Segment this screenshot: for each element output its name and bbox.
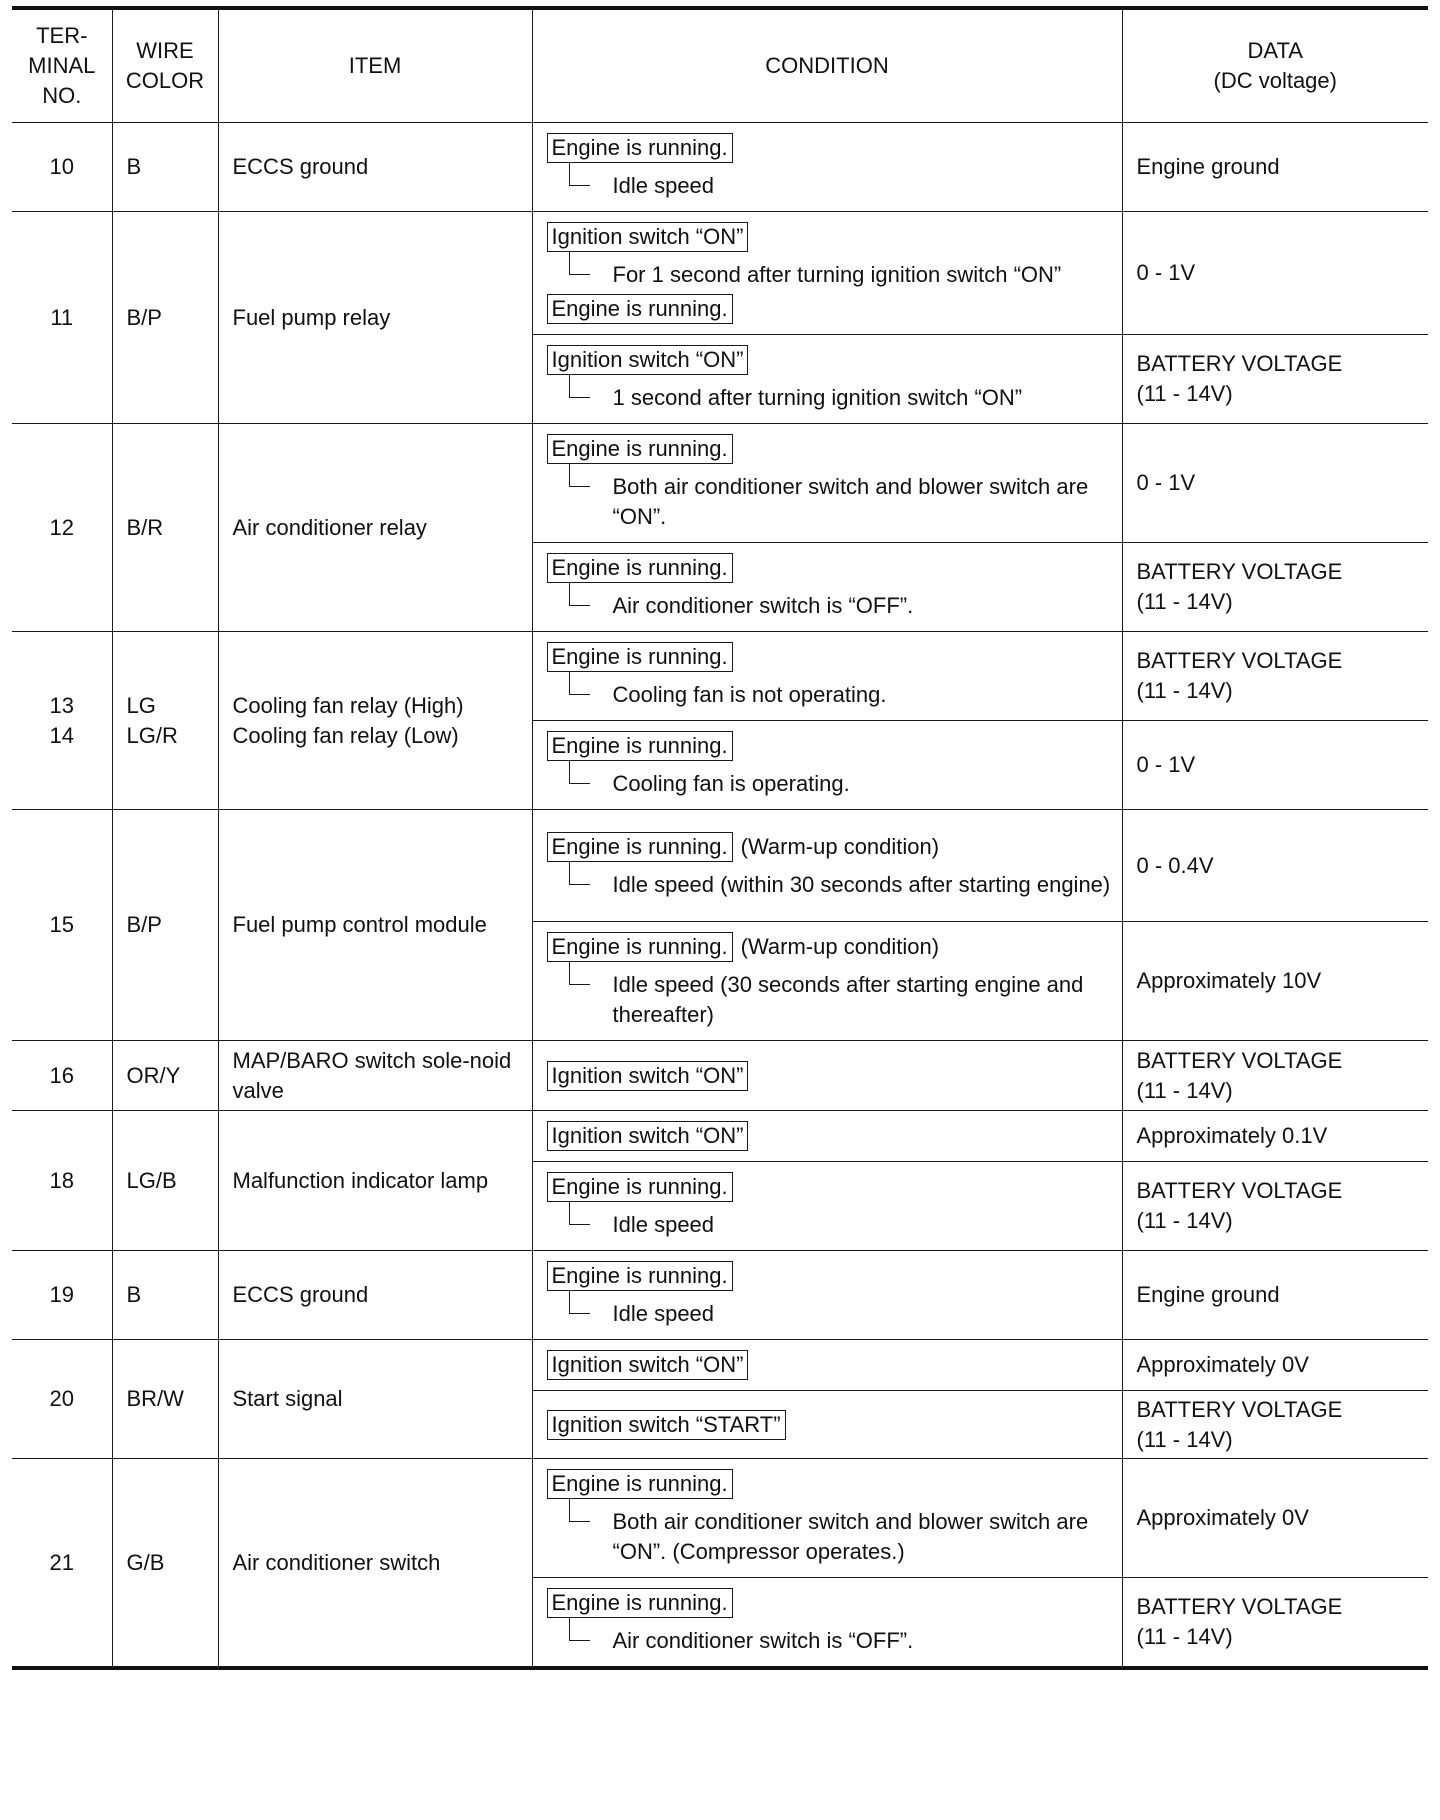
data-value-line: Engine ground bbox=[1136, 154, 1280, 179]
header-data-line: DATA bbox=[1247, 38, 1303, 63]
condition-cell bbox=[532, 543, 1122, 632]
condition-cell bbox=[532, 1251, 1122, 1340]
terminal-no-line: 10 bbox=[49, 154, 74, 179]
condition-detail: Both air conditioner switch and blower switch are “ON”. (Compressor operates.) bbox=[569, 1507, 1112, 1567]
table-row bbox=[12, 1340, 1428, 1391]
terminal-no-line: 12 bbox=[49, 514, 74, 540]
data-value bbox=[1122, 335, 1428, 424]
condition-box: Engine is running. bbox=[547, 1469, 733, 1499]
wire-color bbox=[112, 1251, 218, 1340]
condition-detail: Idle speed (within 30 seconds after starting engine) bbox=[569, 870, 1112, 900]
condition-detail: Idle speed bbox=[569, 1210, 1112, 1240]
condition-head-row bbox=[547, 1261, 1112, 1291]
condition-head-row bbox=[547, 434, 1112, 464]
condition-head-row bbox=[547, 1350, 1112, 1380]
condition-cell bbox=[532, 335, 1122, 424]
condition-cell bbox=[532, 1340, 1122, 1391]
condition-box: Engine is running. bbox=[547, 553, 733, 583]
terminal-no-line: 21 bbox=[49, 1549, 74, 1575]
condition-box: Engine is running. bbox=[547, 434, 733, 464]
data-value-line: BATTERY VOLTAGE bbox=[1136, 1178, 1343, 1203]
data-value-line: (11 - 14V) bbox=[1136, 589, 1233, 614]
item-name: Start signal bbox=[218, 1340, 532, 1459]
terminal-no bbox=[12, 424, 112, 632]
terminal-no bbox=[12, 1111, 112, 1251]
item-name-line: Cooling fan relay (Low) bbox=[232, 722, 459, 748]
data-value bbox=[1122, 632, 1428, 721]
data-value-line: BATTERY VOLTAGE bbox=[1136, 351, 1343, 376]
condition-cell bbox=[532, 123, 1122, 212]
terminal-no bbox=[12, 1041, 112, 1111]
header-wire-color bbox=[112, 8, 218, 123]
condition-head-row bbox=[547, 932, 1112, 962]
condition-detail: Cooling fan is not operating. bbox=[569, 680, 1112, 710]
condition-cell bbox=[532, 810, 1122, 922]
data-value-line: 0 - 1V bbox=[1136, 470, 1196, 495]
condition-head-row bbox=[547, 1588, 1112, 1618]
wire-color-line: B bbox=[126, 154, 142, 179]
condition-box: Ignition switch “START” bbox=[547, 1410, 786, 1440]
table-row bbox=[12, 1111, 1428, 1162]
condition-cell bbox=[532, 1041, 1122, 1111]
data-value bbox=[1122, 1459, 1428, 1578]
item-name: Air conditioner relay bbox=[218, 424, 532, 632]
wire-color bbox=[112, 1041, 218, 1111]
header-row bbox=[12, 8, 1428, 123]
condition-cell bbox=[532, 1162, 1122, 1251]
condition-detail: 1 second after turning ignition switch “ON” bbox=[569, 383, 1112, 413]
table-row bbox=[12, 1251, 1428, 1340]
data-value-line: BATTERY VOLTAGE bbox=[1136, 1594, 1343, 1619]
data-value bbox=[1122, 543, 1428, 632]
table-body bbox=[12, 123, 1428, 1669]
condition-head-row bbox=[547, 1410, 1112, 1440]
table-row bbox=[12, 810, 1428, 922]
data-value bbox=[1122, 1041, 1428, 1111]
item-name: ECCS ground bbox=[218, 1251, 532, 1340]
data-value bbox=[1122, 1340, 1428, 1391]
terminal-no bbox=[12, 632, 112, 810]
terminal-no-line: 13 bbox=[49, 692, 74, 718]
data-value bbox=[1122, 424, 1428, 543]
header-item: ITEM bbox=[218, 8, 532, 123]
wire-color bbox=[112, 810, 218, 1041]
header-data-line: (DC voltage) bbox=[1213, 68, 1337, 93]
wire-color bbox=[112, 632, 218, 810]
terminal-no-line: 20 bbox=[49, 1386, 74, 1411]
wire-color-line: LG bbox=[126, 692, 156, 718]
data-value-line: Approximately 0V bbox=[1136, 1352, 1309, 1377]
condition-head-row bbox=[547, 1061, 1112, 1091]
condition-detail: Air conditioner switch is “OFF”. bbox=[569, 1626, 1112, 1656]
condition-box: Ignition switch “ON” bbox=[547, 345, 749, 375]
terminal-data-sheet bbox=[12, 6, 1428, 1670]
table-row bbox=[12, 1459, 1428, 1578]
condition-note: (Warm-up condition) bbox=[740, 833, 940, 859]
wire-color-line: B/P bbox=[126, 304, 162, 330]
data-value bbox=[1122, 721, 1428, 810]
table-row bbox=[12, 123, 1428, 212]
data-value-line: Engine ground bbox=[1136, 1282, 1280, 1307]
table-row bbox=[12, 632, 1428, 721]
wire-color bbox=[112, 212, 218, 424]
terminal-no bbox=[12, 810, 112, 1041]
data-value-line: (11 - 14V) bbox=[1136, 1077, 1233, 1103]
terminal-no bbox=[12, 212, 112, 424]
condition-detail: Cooling fan is operating. bbox=[569, 769, 1112, 799]
data-value-line: BATTERY VOLTAGE bbox=[1136, 559, 1343, 584]
header-terminal-line: TER- bbox=[36, 23, 88, 48]
data-value-line: (11 - 14V) bbox=[1136, 381, 1233, 406]
condition-box: Engine is running. bbox=[547, 832, 733, 862]
wire-color bbox=[112, 1111, 218, 1251]
wire-color-line: LG/B bbox=[126, 1167, 177, 1193]
condition-cell bbox=[532, 1111, 1122, 1162]
wire-color-line: G/B bbox=[126, 1549, 165, 1575]
condition-detail: For 1 second after turning ignition switch “ON” bbox=[569, 260, 1112, 290]
data-value bbox=[1122, 123, 1428, 212]
condition-cell bbox=[532, 1578, 1122, 1669]
condition-head-row bbox=[547, 832, 1112, 862]
condition-head-row bbox=[547, 345, 1112, 375]
header-terminal-no bbox=[12, 8, 112, 123]
condition-cell bbox=[532, 1391, 1122, 1459]
header-wire-line: WIRE bbox=[136, 38, 194, 63]
terminal-no bbox=[12, 123, 112, 212]
data-value-line: BATTERY VOLTAGE bbox=[1136, 1047, 1343, 1073]
terminal-no-line: 15 bbox=[49, 912, 74, 937]
data-value-line: Approximately 0.1V bbox=[1136, 1123, 1328, 1148]
table-row bbox=[12, 424, 1428, 543]
condition-cell bbox=[532, 922, 1122, 1041]
data-value bbox=[1122, 1251, 1428, 1340]
condition-head-row bbox=[547, 133, 1112, 163]
data-value-line: 0 - 0.4V bbox=[1136, 852, 1214, 878]
item-name: MAP/BARO switch sole-noid valve bbox=[218, 1041, 532, 1111]
wire-color-line: B bbox=[126, 1282, 142, 1307]
condition-box: Engine is running. bbox=[547, 1172, 733, 1202]
condition-box: Ignition switch “ON” bbox=[547, 1350, 749, 1380]
data-value bbox=[1122, 810, 1428, 922]
condition-box: Engine is running. bbox=[547, 133, 733, 163]
wire-color bbox=[112, 1459, 218, 1669]
item-name: ECCS ground bbox=[218, 123, 532, 212]
item-name: Fuel pump relay bbox=[218, 212, 532, 424]
data-value-line: Approximately 10V bbox=[1136, 968, 1322, 993]
terminal-no-line: 16 bbox=[49, 1062, 74, 1088]
header-terminal-line: NO. bbox=[42, 83, 82, 108]
condition-box: Engine is running. bbox=[547, 642, 733, 672]
data-value-line: 0 - 1V bbox=[1136, 752, 1196, 777]
wire-color-line: OR/Y bbox=[126, 1062, 181, 1088]
terminal-no bbox=[12, 1251, 112, 1340]
condition-box: Engine is running. bbox=[547, 1261, 733, 1291]
data-value bbox=[1122, 1391, 1428, 1459]
data-value bbox=[1122, 212, 1428, 335]
data-value-line: (11 - 14V) bbox=[1136, 678, 1233, 703]
data-value-line: BATTERY VOLTAGE bbox=[1136, 1396, 1343, 1422]
condition-cell bbox=[532, 424, 1122, 543]
condition-cell bbox=[532, 212, 1122, 335]
wire-color bbox=[112, 123, 218, 212]
condition-cell bbox=[532, 1459, 1122, 1578]
item-name: Malfunction indicator lamp bbox=[218, 1111, 532, 1251]
item-name bbox=[218, 632, 532, 810]
condition-detail: Air conditioner switch is “OFF”. bbox=[569, 591, 1112, 621]
data-value bbox=[1122, 1111, 1428, 1162]
condition-head-row bbox=[547, 1172, 1112, 1202]
condition-note: (Warm-up condition) bbox=[740, 934, 940, 959]
header-terminal-line: MINAL bbox=[28, 53, 96, 78]
data-value bbox=[1122, 1162, 1428, 1251]
terminal-no-line: 11 bbox=[50, 304, 74, 330]
condition-detail: Idle speed bbox=[569, 171, 1112, 201]
condition-head-row bbox=[547, 553, 1112, 583]
wire-color-line: BR/W bbox=[126, 1386, 184, 1411]
condition-box: Ignition switch “ON” bbox=[547, 1061, 749, 1091]
wire-color bbox=[112, 424, 218, 632]
terminal-table bbox=[12, 6, 1428, 1670]
data-value-line: (11 - 14V) bbox=[1136, 1208, 1233, 1233]
condition-box: Engine is running. bbox=[547, 1588, 733, 1618]
header-data bbox=[1122, 8, 1428, 123]
data-value-line: 0 - 1V bbox=[1136, 260, 1196, 285]
item-name: Air conditioner switch bbox=[218, 1459, 532, 1669]
condition-detail: Idle speed (30 seconds after starting engine and thereafter) bbox=[569, 970, 1112, 1030]
condition-cell bbox=[532, 721, 1122, 810]
terminal-no bbox=[12, 1459, 112, 1669]
data-value-line: (11 - 14V) bbox=[1136, 1426, 1233, 1452]
wire-color-line: LG/R bbox=[126, 722, 178, 748]
condition-head-row bbox=[547, 1121, 1112, 1151]
condition-detail: Both air conditioner switch and blower switch are “ON”. bbox=[569, 472, 1112, 532]
data-value bbox=[1122, 922, 1428, 1041]
data-value-line: BATTERY VOLTAGE bbox=[1136, 648, 1343, 673]
terminal-no-line: 14 bbox=[49, 722, 74, 748]
terminal-no-line: 18 bbox=[49, 1167, 74, 1193]
condition-box: Engine is running. bbox=[547, 932, 733, 962]
condition-head-row bbox=[547, 1469, 1112, 1499]
condition-box: Ignition switch “ON” bbox=[547, 1121, 749, 1151]
condition-head-row bbox=[547, 222, 1112, 252]
wire-color-line: B/P bbox=[126, 912, 162, 937]
item-name: Fuel pump control module bbox=[218, 810, 532, 1041]
data-value bbox=[1122, 1578, 1428, 1669]
item-name-line: Cooling fan relay (High) bbox=[232, 692, 464, 718]
table-row bbox=[12, 212, 1428, 335]
condition-head-row bbox=[547, 642, 1112, 672]
terminal-no bbox=[12, 1340, 112, 1459]
condition-detail: Idle speed bbox=[569, 1299, 1112, 1329]
condition-box: Engine is running. bbox=[547, 294, 733, 324]
condition-head-row bbox=[547, 294, 1112, 324]
condition-head-row bbox=[547, 731, 1112, 761]
condition-box: Ignition switch “ON” bbox=[547, 222, 749, 252]
condition-cell bbox=[532, 632, 1122, 721]
condition-box: Engine is running. bbox=[547, 731, 733, 761]
wire-color bbox=[112, 1340, 218, 1459]
data-value-line: (11 - 14V) bbox=[1136, 1624, 1233, 1649]
data-value-line: Approximately 0V bbox=[1136, 1505, 1309, 1530]
header-condition: CONDITION bbox=[532, 8, 1122, 123]
header-wire-line: COLOR bbox=[125, 68, 205, 93]
terminal-no-line: 19 bbox=[49, 1282, 74, 1307]
wire-color-line: B/R bbox=[126, 514, 164, 540]
table-row bbox=[12, 1041, 1428, 1111]
